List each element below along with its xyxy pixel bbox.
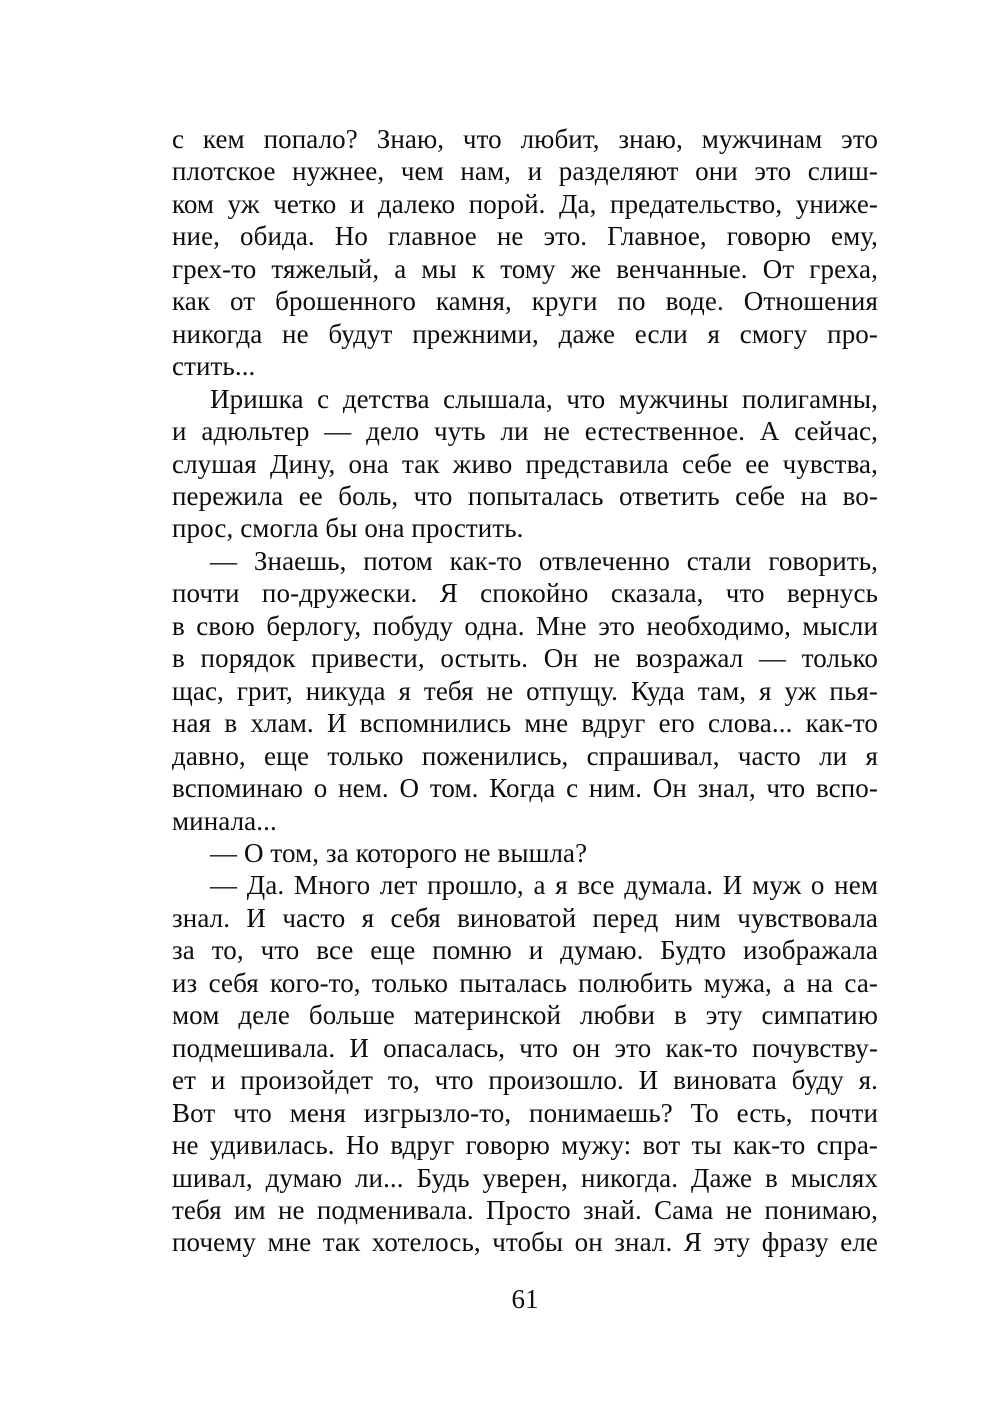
text-line: никогда не будут прежними, даже если я смогу про- xyxy=(172,318,878,349)
text-line: ет и произойдет то, что произошло. И виновата буду я. xyxy=(172,1065,878,1096)
text-line: шивал, думаю ли... Будь уверен, никогда. Даже в мыслях xyxy=(172,1162,878,1193)
text-line: мом деле больше материнской любви в эту симпатию xyxy=(172,1000,878,1031)
text-line: пережила ее боль, что попыталась ответить себе на во- xyxy=(172,480,878,511)
paragraph xyxy=(172,123,878,383)
text-line: — Знаешь, потом как-то отвлеченно стали говорить, xyxy=(210,545,878,576)
text-line: Вот что меня изгрызло-то, понимаешь? То есть, почти xyxy=(172,1097,878,1128)
text-line: — Да. Много лет прошло, а я все думала. И муж о нем xyxy=(210,870,878,901)
paragraph xyxy=(172,837,878,869)
paragraph xyxy=(172,545,878,837)
text-line: как от брошенного камня, круги по воде. Отношения xyxy=(172,286,878,317)
text-line: подмешивала. И опасалась, что он это как-то почувству- xyxy=(172,1032,878,1063)
text-line: вспоминаю о нем. О том. Когда с ним. Он знал, что вспо- xyxy=(172,773,878,804)
text-line: и адюльтер — дело чуть ли не естественное. А сейчас, xyxy=(172,416,878,447)
text-line: плотское нужнее, чем нам, и разделяют они это слиш- xyxy=(172,156,878,187)
text-line: Иришка с детства слышала, что мужчины полигамны, xyxy=(210,383,878,414)
text-line: щас, грит, никуда я тебя не отпущу. Куда там, я уж пья- xyxy=(172,675,878,706)
text-line: — О том, за которого не вышла? xyxy=(210,837,588,868)
page-number: 61 xyxy=(511,1284,539,1314)
text-line: грех-то тяжелый, а мы к тому же венчанные. От греха, xyxy=(172,253,878,284)
page-text-block xyxy=(172,123,878,1259)
text-line: в свою берлогу, побуду одна. Мне это необходимо, мысли xyxy=(172,610,878,641)
text-line: минала... xyxy=(172,805,277,836)
text-line: тебя им не подменивала. Просто знай. Сама не понимаю, xyxy=(172,1194,878,1225)
text-line: знал. И часто я себя виноватой перед ним чувствовала xyxy=(172,902,878,933)
text-line: из себя кого-то, только пыталась полюбить мужа, а на са- xyxy=(172,967,878,998)
text-line: ние, обида. Но главное не это. Главное, говорю ему, xyxy=(172,221,878,252)
text-line: ная в хлам. И вспомнились мне вдруг его слова... как-то xyxy=(172,708,878,739)
text-line: не удивилась. Но вдруг говорю мужу: вот ты как-то спра- xyxy=(172,1130,878,1161)
text-line: слушая Дину, она так живо представила себе ее чувства, xyxy=(172,448,878,479)
text-line: давно, еще только поженились, спрашивал, часто ли я xyxy=(172,740,878,771)
paragraph xyxy=(172,869,878,1258)
text-line: ком уж четко и далеко порой. Да, предательство, униже- xyxy=(172,188,878,219)
paragraph xyxy=(172,383,878,545)
text-line: прос, смогла бы она простить. xyxy=(172,513,524,544)
text-line: стить... xyxy=(172,351,256,382)
text-line: с кем попало? Знаю, что любит, знаю, мужчинам это xyxy=(172,124,878,154)
text-line: в порядок привести, остыть. Он не возражал — только xyxy=(172,643,878,674)
text-line: почему мне так хотелось, чтобы он знал. Я эту фразу еле xyxy=(172,1227,878,1258)
text-line: за то, что все еще помню и думаю. Будто изображала xyxy=(172,935,878,966)
text-line: почти по-дружески. Я спокойно сказала, что вернусь xyxy=(172,578,878,609)
